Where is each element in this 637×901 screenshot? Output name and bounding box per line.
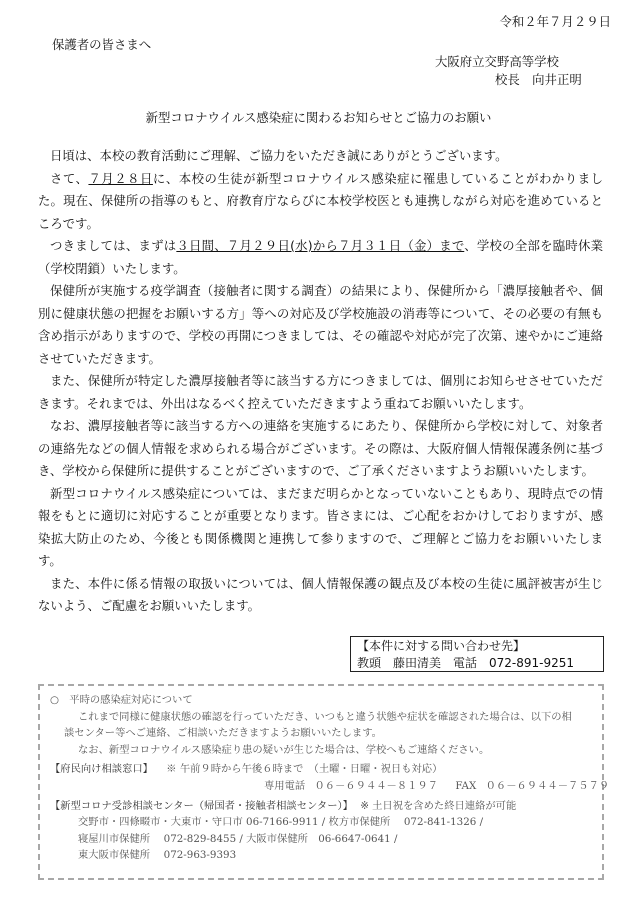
desk-fax: ０６－６９４４－７５７９	[485, 779, 610, 792]
notice-line-2: 談センター等へご連絡、ご相談いただきますようお願いいたします。	[64, 727, 382, 740]
centers-line-3: 東大阪市保健所 072-963-9393	[78, 849, 237, 862]
contact-row	[357, 655, 597, 672]
recipient: 保護者の皆さまへ	[52, 37, 152, 52]
desk-hours-row	[50, 761, 592, 778]
paragraph-investigation: 保健所が実施する疫学調査（接触者に関する調査）の結果により、保健所から「濃厚接触者や、個別に健康状態の把握をお願いする方」等への対応及び学校施設の消毒等について、その必要の有無も含め指示がありますので、学校の再開につきましては、その確認や対応が完了次第、速やかにご連絡させていただきます。	[38, 283, 603, 366]
paragraph-personal-info: なお、濃厚接触者等に該当する方への連絡を実施するにあたり、保健所から学校に対して、対象者の連絡先などの個人情報を求められる場合がございます。その際は、大阪府個人情報保護条例に基づき、学校から保健所に提供することがございますので、ご了承くださいますようお願いいたします。	[38, 418, 603, 478]
contact-box	[350, 636, 604, 672]
closure-details: 、学校の全部を臨時休業（学校閉鎖）いたします。	[38, 238, 604, 276]
center-note: ※ 土日祝を含めた終日連絡が可能	[360, 799, 517, 812]
paragraph-incident	[38, 168, 603, 236]
center-title: 【新型コロナ受診相談センター（帰国者・接触者相談センター）】	[50, 799, 353, 812]
contact-person: 教頭 藤田清美	[357, 656, 442, 670]
letter-date: 令和２年７月２９日	[499, 14, 611, 29]
contact-phone-label: 電話	[453, 656, 478, 670]
school-name: 大阪府立交野高等学校	[435, 54, 559, 69]
closure-period: ３日間、７月２９日(水)から７月３１日（金）まで	[176, 238, 465, 253]
paragraph-rumor-prevention: また、本件に係る情報の取扱いについては、個人情報保護の観点及び本校の生徒に風評被害が生じないよう、ご配慮をお願いいたします。	[38, 575, 603, 613]
desk-phone-row	[50, 778, 610, 795]
desk-hours: ※ 午前９時から午後６時まで （土曜・日曜・祝日も対応）	[166, 763, 443, 776]
incident-intro: さて、	[50, 170, 89, 186]
desk-phone-label: 専用電話	[264, 779, 306, 792]
notice-line-3: なお、新型コロナウイルス感染症り患の疑いが生じた場合は、学校へもご連絡ください。	[78, 743, 490, 756]
principal-name: 校長 向井正明	[495, 72, 582, 87]
consultation-notice-box	[38, 684, 610, 880]
notice-line-1: これまで同様に健康状態の確認を行っていただき、いつもと違う状態や症状を確認された場合は、以下の相	[78, 710, 572, 723]
notice-heading: ○ 平時の感染症対応について	[50, 694, 193, 706]
centers-line-2: 寝屋川市保健所 072-829-8455 / 大阪市保健所 06-6647-0641 /	[78, 832, 398, 845]
desk-fax-label: FAX	[455, 779, 477, 792]
centers-line-1: 交野市・四條畷市・大東市・守口市 06-7166-9911 / 枚方市保健所 072-841-1326 /	[78, 816, 484, 829]
letter-title: 新型コロナウイルス感染症に関わるお知らせとご協力のお願い	[145, 110, 492, 125]
center-row	[50, 798, 592, 815]
contact-phone: 072-891-9251	[489, 656, 575, 670]
desk-title: 【府民向け相談窓口】	[50, 763, 153, 776]
incident-date: ７月２８日	[88, 170, 153, 186]
paragraph-closure	[38, 235, 603, 280]
contact-title: 【本件に対する問い合わせ先】	[357, 639, 526, 653]
paragraph-close-contacts: また、保健所が特定した濃厚接触者等に該当する方につきましては、個別にお知らせさせていただきます。それまでは、外出はなるべく控えていただきますよう重ねてお願いいたします。	[38, 373, 603, 411]
desk-phone: ０６－６９４４－８１９７	[314, 779, 439, 792]
paragraph-cooperation: 新型コロナウイルス感染症については、まだまだ明らかとなっていないこともあり、現時点での情報をもとに適切に対応することが重要となります。皆さまには、ご心配をおかけしておりますが、感染拡大防止のため、今後とも関係機関と連携して参りますので、ご理解とご協力をお願いいたします。	[38, 485, 603, 568]
paragraph-greeting: 日頃は、本校の教育活動にご理解、ご協力をいただき誠にありがとうございます。	[50, 148, 508, 163]
letter-body	[38, 145, 603, 618]
incident-details: に、本校の生徒が新型コロナウイルス感染症に罹患していることがわかりました。現在、保健所の指導のもと、府教育庁ならびに本校学校医とも連携しながら対応を進めているところです。	[38, 170, 603, 231]
closure-intro: つきましては、まずは	[50, 238, 177, 253]
